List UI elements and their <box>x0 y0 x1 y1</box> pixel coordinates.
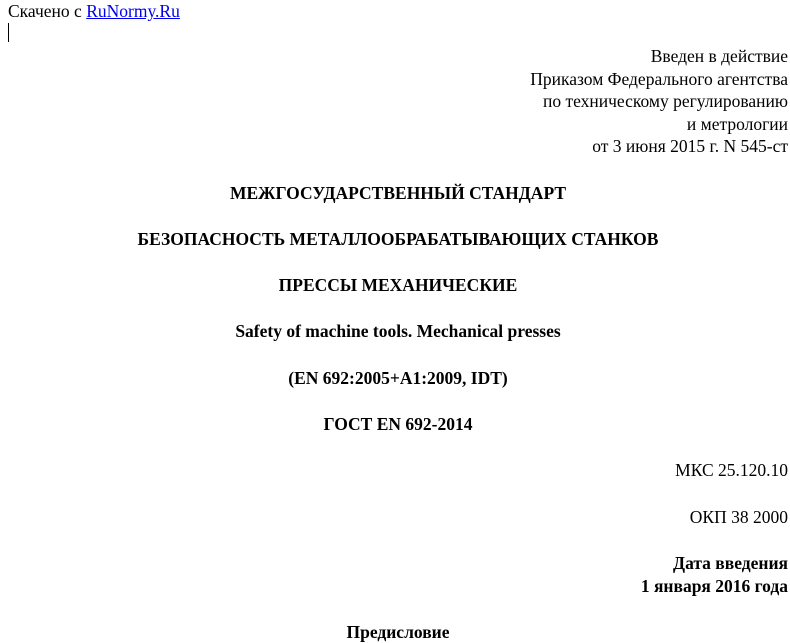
english-title: Safety of machine tools. Mechanical presses <box>235 321 561 341</box>
source-prefix: Скачено с <box>8 1 87 21</box>
section-heading: Предисловие <box>346 622 450 642</box>
equivalence-note: (EN 692:2005+A1:2009, IDT) <box>288 368 508 388</box>
introduction-line: Введен в действие <box>650 46 788 66</box>
effective-date-label: Дата введения <box>673 553 788 573</box>
effective-date-value: 1 января 2016 года <box>640 576 788 596</box>
source-line <box>8 1 180 21</box>
introduction-line: от 3 июня 2015 г. N 545-ст <box>592 136 788 157</box>
text-cursor <box>8 23 9 42</box>
introduction-block <box>530 45 788 158</box>
standard-designation: ГОСТ EN 692-2014 <box>323 414 473 434</box>
introduction-line: по техническому регулированию <box>542 91 788 112</box>
standard-subtitle: ПРЕССЫ МЕХАНИЧЕСКИЕ <box>278 275 518 295</box>
standard-type: МЕЖГОСУДАРСТВЕННЫЙ СТАНДАРТ <box>229 183 567 203</box>
introduction-line: и метрологии <box>686 113 788 134</box>
mks-code: МКС 25.120.10 <box>675 460 788 480</box>
standard-title: БЕЗОПАСНОСТЬ МЕТАЛЛООБРАБАТЫВАЮЩИХ СТАНКОВ <box>137 229 659 249</box>
introduction-line: Приказом Федерального агентства <box>530 68 788 89</box>
source-link[interactable]: RuNormy.Ru <box>86 1 180 21</box>
okp-code: ОКП 38 2000 <box>689 507 788 527</box>
